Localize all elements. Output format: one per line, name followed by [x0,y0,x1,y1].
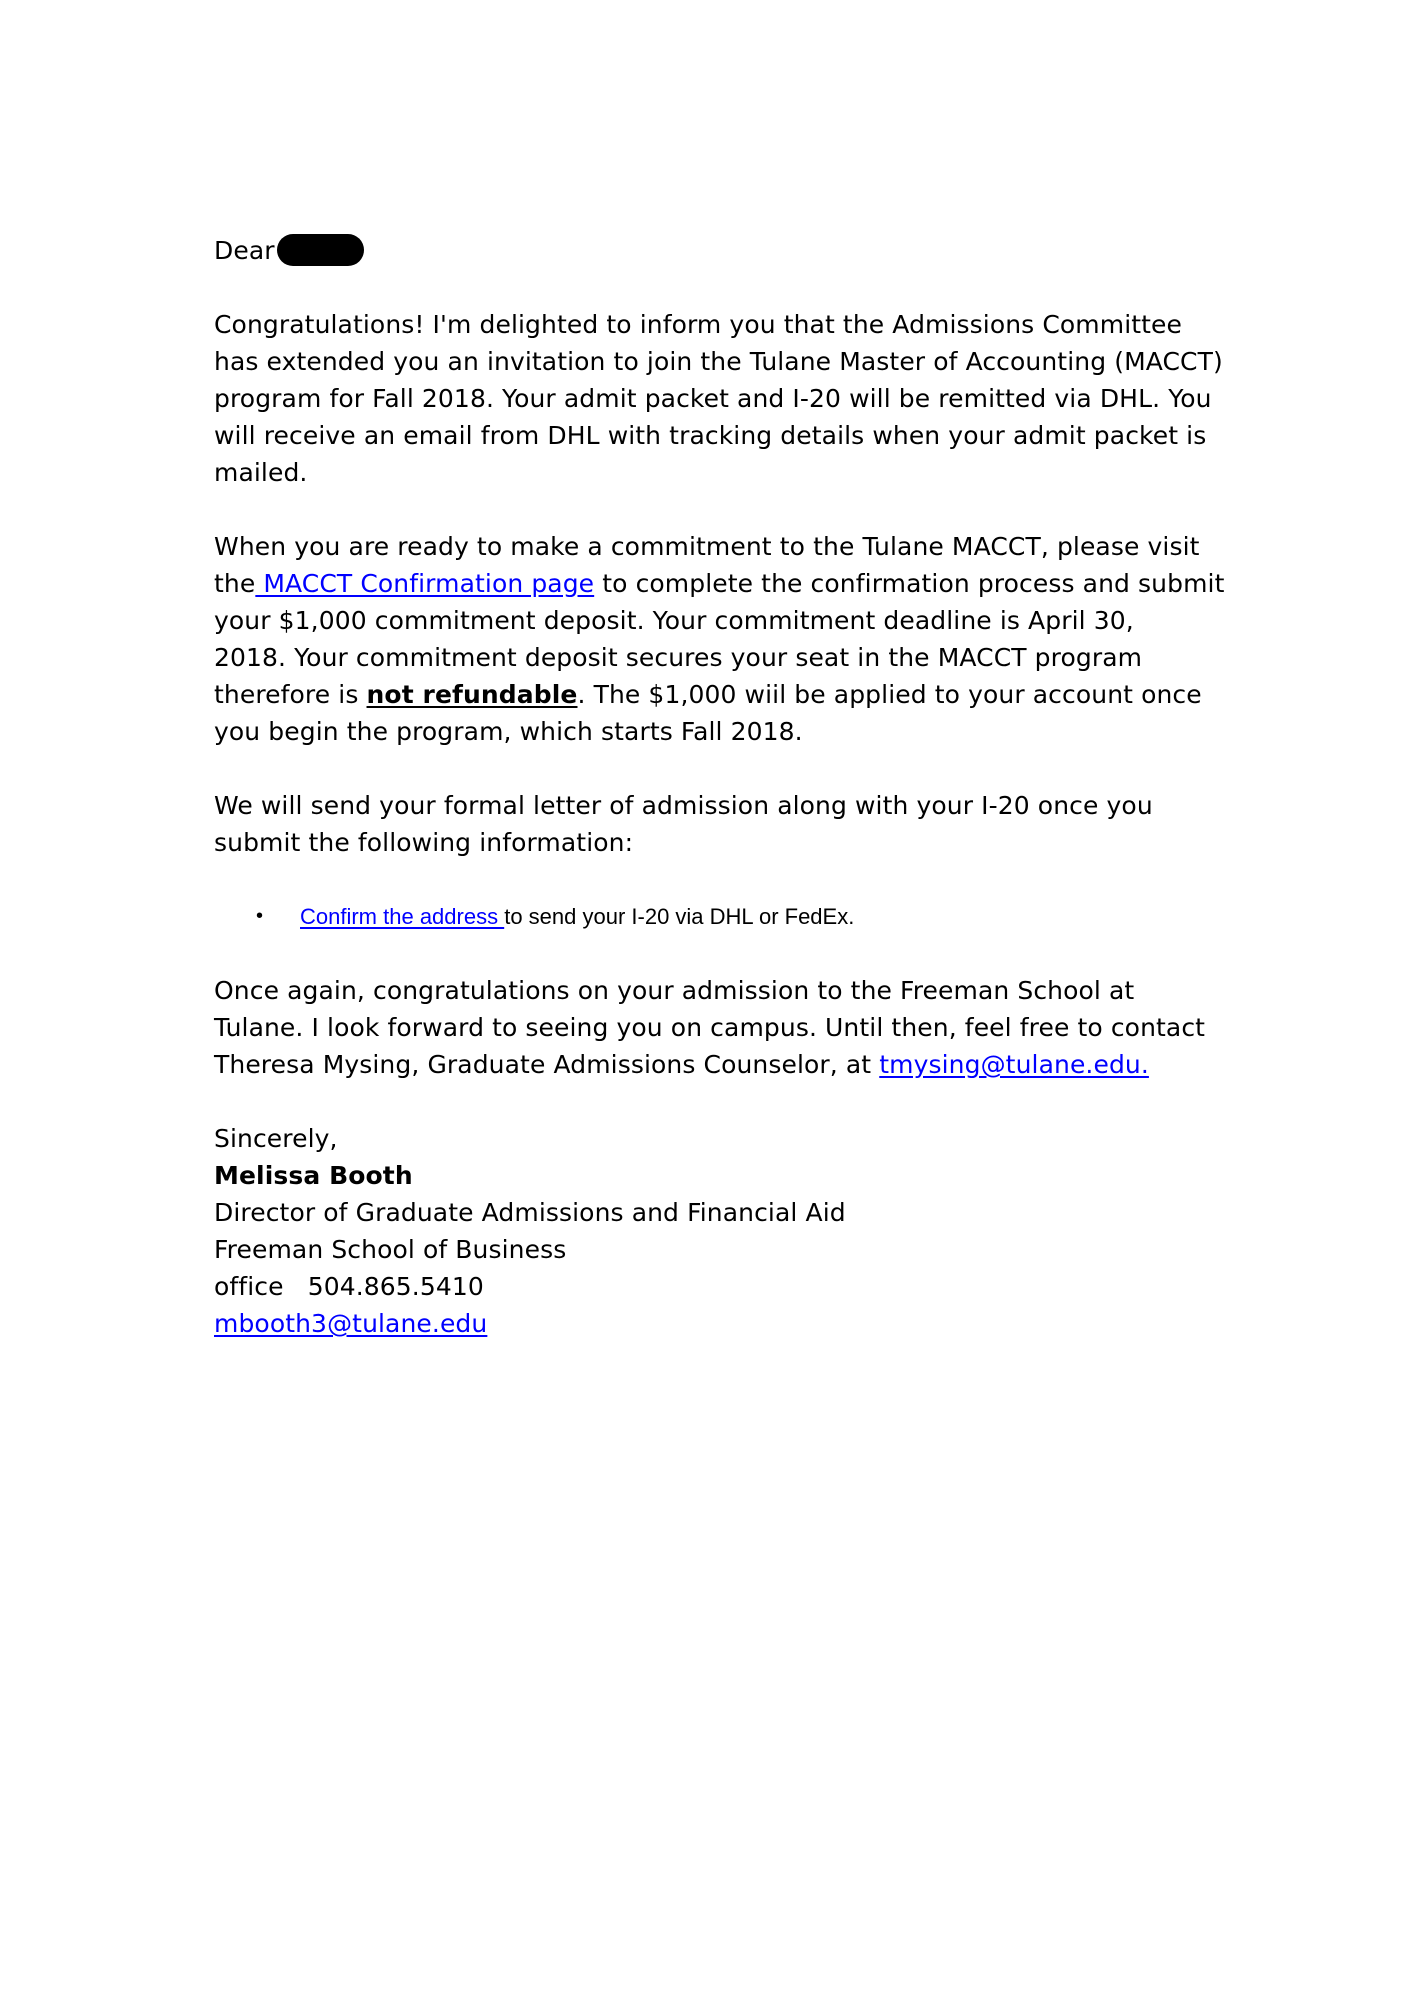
paragraph-congratulations [214,306,1223,491]
text-line [214,565,1225,602]
salutation [214,232,1214,269]
signer-title: Director of Graduate Admissions and Financial Aid [214,1198,846,1227]
list-item [214,898,1214,935]
text-line: you begin the program, which starts Fall 2018. [214,717,803,746]
signer-name: Melissa Booth [214,1161,413,1190]
text-line: Congratulations! I'm delighted to inform you that the Admissions Committee [214,310,1183,339]
text-fragment: the [214,569,256,598]
paragraph-commitment [214,528,1225,750]
text-line: Tulane. I look forward to seeing you on campus. Until then, feel free to contact [214,1013,1206,1042]
text-line [214,1046,1214,1083]
counselor-email-link[interactable]: tmysing@tulane.edu. [879,1050,1149,1079]
text-fragment: to complete the confirmation process and submit [594,569,1225,598]
paragraph-formal-letter [214,787,1214,861]
signer-phone: office 504.865.5410 [214,1272,484,1301]
closing: Sincerely, [214,1124,338,1153]
text-line: has extended you an invitation to join the Tulane Master of Accounting (MACCT) [214,347,1223,376]
list-item-text: to send your I-20 via DHL or FedEx. [504,904,855,929]
salutation-text: Dear [214,236,275,265]
text-line: Once again, congratulations on your admission to the Freeman School at [214,976,1135,1005]
confirm-address-link[interactable]: Confirm the address [300,904,505,929]
text-line: submit the following information: [214,828,634,857]
text-line: mailed. [214,458,308,487]
paragraph-closing [214,972,1214,1083]
text-fragment: therefore is [214,680,367,709]
text-line: your $1,000 commitment deposit. Your commitment deadline is April 30, [214,606,1134,635]
text-fragment: Theresa Mysing, Graduate Admissions Counselor, at [214,1050,880,1079]
bullet-icon: • [256,905,264,927]
signer-email-row [214,1305,1214,1342]
text-line: program for Fall 2018. Your admit packet and I-20 will be remitted via DHL. You [214,384,1212,413]
signer-organization: Freeman School of Business [214,1235,567,1264]
text-line: When you are ready to make a commitment to the Tulane MACCT, please visit [214,532,1200,561]
letter-body [214,232,1225,1342]
redacted-recipient-name [277,234,364,266]
text-line [214,676,1214,713]
not-refundable-emphasis: not refundable [366,680,578,709]
signature-block [214,1120,1214,1342]
signer-email-link[interactable]: mbooth3@tulane.edu [214,1309,488,1338]
macct-confirmation-page-link[interactable]: MACCT Confirmation page [255,569,595,598]
text-fragment: . The $1,000 wiil be applied to your account once [577,680,1202,709]
text-line: We will send your formal letter of admission along with your I-20 once you [214,791,1153,820]
text-line: 2018. Your commitment deposit secures your seat in the MACCT program [214,643,1143,672]
text-line: will receive an email from DHL with tracking details when your admit packet is [214,421,1207,450]
